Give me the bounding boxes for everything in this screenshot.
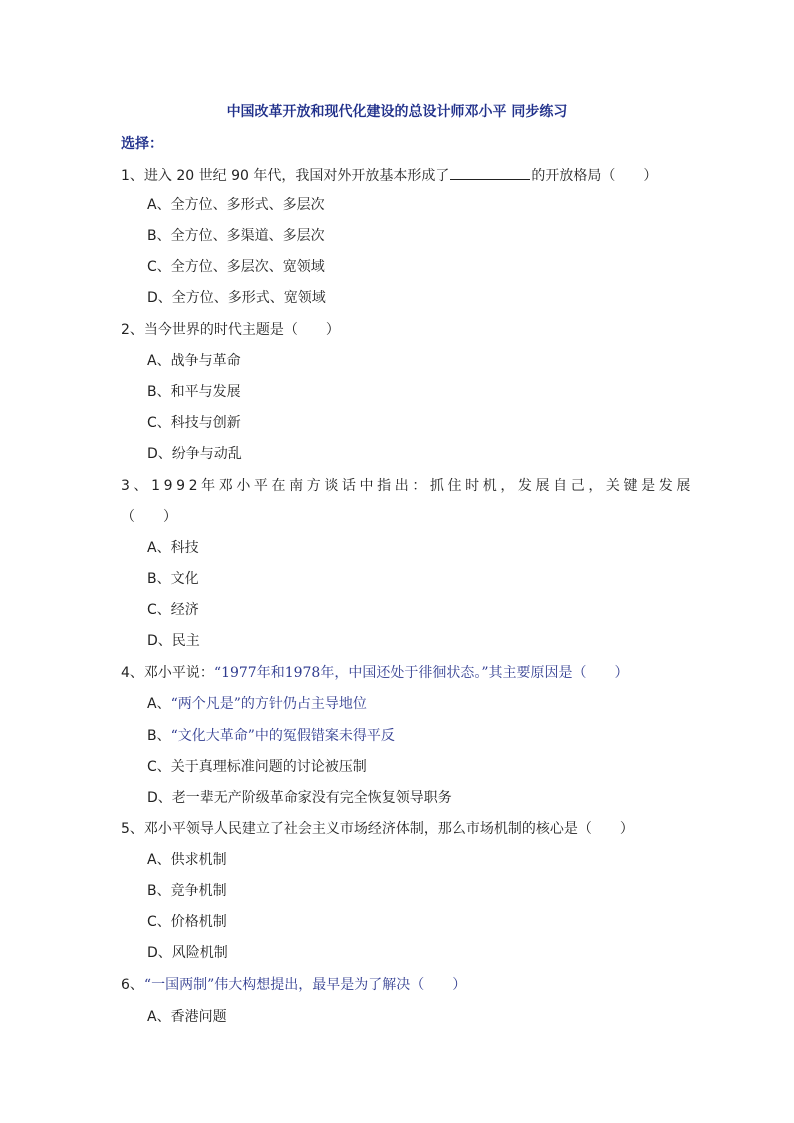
question-1-option-a: A、全方位、多形式、多层次 bbox=[147, 197, 325, 213]
question-2: 2、当今世界的时代主题是（ ） bbox=[121, 322, 340, 338]
question-5: 5、邓小平领导人民建立了社会主义市场经济体制，那么市场机制的核心是（ ） bbox=[121, 821, 634, 837]
question-4-option-b bbox=[147, 727, 395, 745]
question-2-option-c: C、科技与创新 bbox=[147, 415, 241, 431]
question-2-option-a: A、战争与革命 bbox=[147, 353, 241, 369]
option-text: “两个凡是”的方针仍占主导地位 bbox=[170, 696, 367, 712]
answer-blank bbox=[450, 165, 530, 180]
question-4-prefix: 4、邓小平说： bbox=[121, 665, 214, 681]
question-4-quote: “1977年和1978年，中国还处于徘徊状态。”其主要原因是（ ） bbox=[213, 665, 629, 681]
option-letter: B、 bbox=[147, 728, 171, 744]
question-5-option-a: A、供求机制 bbox=[147, 852, 227, 868]
question-3-option-b: B、文化 bbox=[147, 571, 199, 587]
question-5-option-d: D、风险机制 bbox=[147, 945, 228, 961]
question-4 bbox=[121, 664, 629, 682]
question-6-prefix: 6、 bbox=[121, 977, 144, 993]
question-1-option-d: D、全方位、多形式、宽领域 bbox=[147, 290, 326, 306]
question-1-text-after: 的开放格局（ ） bbox=[531, 168, 658, 184]
question-6-option-a: A、香港问题 bbox=[147, 1009, 227, 1025]
page-title: 中国改革开放和现代化建设的总设计师邓小平 同步练习 bbox=[226, 104, 568, 120]
option-letter: A、 bbox=[147, 696, 171, 712]
question-5-option-b: B、竞争机制 bbox=[147, 883, 227, 899]
question-4-option-a bbox=[147, 695, 367, 713]
question-1-text-before: 1、进入 20 世纪 90 年代，我国对外开放基本形成了 bbox=[121, 168, 450, 184]
question-5-option-c: C、价格机制 bbox=[147, 914, 227, 930]
question-3-option-c: C、经济 bbox=[147, 602, 199, 618]
question-4-option-c: C、关于真理标准问题的讨论被压制 bbox=[147, 759, 367, 775]
option-text: “文化大革命”中的冤假错案未得平反 bbox=[170, 728, 395, 744]
section-heading: 选择： bbox=[121, 136, 163, 152]
question-1-option-b: B、全方位、多渠道、多层次 bbox=[147, 228, 325, 244]
question-3: 3、1992年邓小平在南方谈话中指出：抓住时机，发展自己，关键是发展 bbox=[121, 478, 694, 494]
question-4-option-d: D、老一辈无产阶级革命家没有完全恢复领导职务 bbox=[147, 790, 452, 806]
question-1 bbox=[121, 165, 657, 185]
question-2-option-d: D、纷争与动乱 bbox=[147, 446, 242, 462]
question-2-option-b: B、和平与发展 bbox=[147, 384, 241, 400]
question-6-text: “一国两制”伟大构想提出，最早是为了解决（ ） bbox=[143, 977, 467, 993]
question-6 bbox=[121, 976, 466, 994]
question-3-continuation: （ ） bbox=[121, 509, 177, 525]
question-3-option-a: A、科技 bbox=[147, 540, 199, 556]
question-1-option-c: C、全方位、多层次、宽领域 bbox=[147, 259, 325, 275]
question-3-option-d: D、民主 bbox=[147, 633, 200, 649]
